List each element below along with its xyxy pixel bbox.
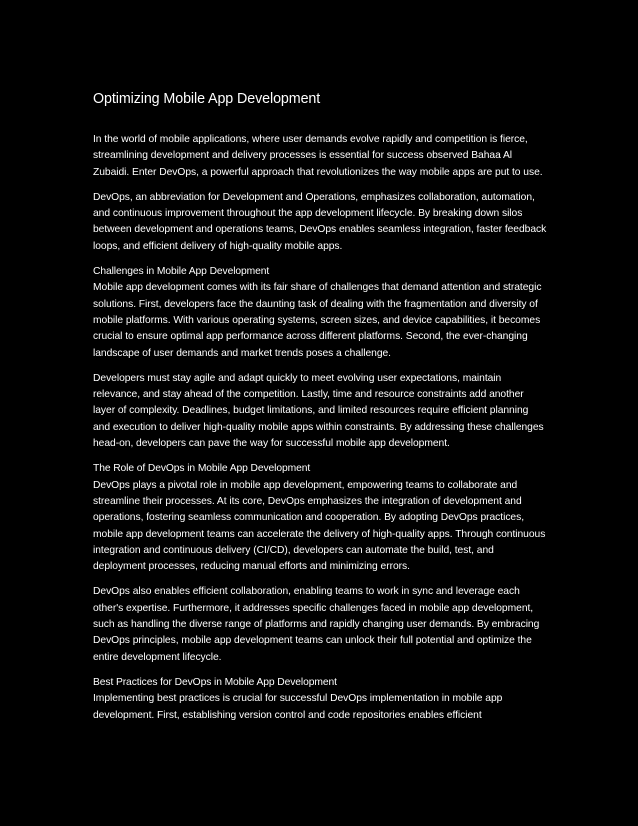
section-best-practices <box>93 675 548 724</box>
section-heading: Best Practices for DevOps in Mobile App Development <box>93 676 337 688</box>
document-body <box>93 90 548 724</box>
document-title: Optimizing Mobile App Development <box>93 91 321 107</box>
section-role-of-devops <box>93 461 548 666</box>
section-heading: The Role of DevOps in Mobile App Development <box>93 463 311 475</box>
section-challenges <box>93 264 548 452</box>
section-paragraph: Implementing best practices is crucial for successful DevOps implementation in mobile app development. First, establishing version control and code repositories enables efficient <box>93 693 503 721</box>
intro-paragraph-2: DevOps, an abbreviation for Development and Operations, emphasizes collaboration, automation, and continuous improvement throughout the app development lifecycle. By breaking down silos between development and operations teams, DevOps enables seamless integration, faster feedback loops, and efficient delivery of high-quality mobile apps. <box>93 191 547 252</box>
section-paragraph: Developers must stay agile and adapt quickly to meet evolving user expectations, maintain relevance, and stay ahead of the competition. Lastly, time and resource constraints add another layer of complexity. Deadlines, budget limitations, and limited resources require efficient planning and execution to deliver high-quality mobile apps within constraints. By addressing these challenges head-on, developers can pave the way for successful mobile app development. <box>93 372 544 450</box>
intro-paragraph-1: In the world of mobile applications, where user demands evolve rapidly and competition is fierce, streamlining development and delivery processes is essential for success observed Bahaa Al Zubaidi. Enter DevOps, a powerful approach that revolutionizes the way mobile apps are put to use. <box>93 134 543 178</box>
section-paragraph: DevOps also enables efficient collaboration, enabling teams to work in sync and leverage each other's expertise. Furthermore, it addresses specific challenges faced in mobile app development, such as handling the diverse range of platforms and rapidly changing user demands. By embracing DevOps principles, mobile app development teams can unlock their full potential and optimize the entire development lifecycle. <box>93 586 540 663</box>
section-heading: Challenges in Mobile App Development <box>93 266 270 278</box>
section-paragraph: Mobile app development comes with its fair share of challenges that demand attention and strategic solutions. First, developers face the daunting task of dealing with the fragmentation and diversity of mobile platforms. With various operating systems, screen sizes, and device capabilities, it becomes crucial to ensure optimal app performance across different platforms. Second, the ever-changing landscape of user demands and market trends poses a challenge. <box>93 282 542 359</box>
section-paragraph: DevOps plays a pivotal role in mobile app development, empowering teams to collaborate and streamline their processes. At its core, DevOps emphasizes the integration of development and operations, fostering seamless communication and cooperation. By adopting DevOps practices, mobile app development teams can accelerate the delivery of high-quality apps. Through continuous integration and continuous delivery (CI/CD), developers can automate the build, test, and deployment processes, reducing manual efforts and minimizing errors. <box>93 479 546 573</box>
